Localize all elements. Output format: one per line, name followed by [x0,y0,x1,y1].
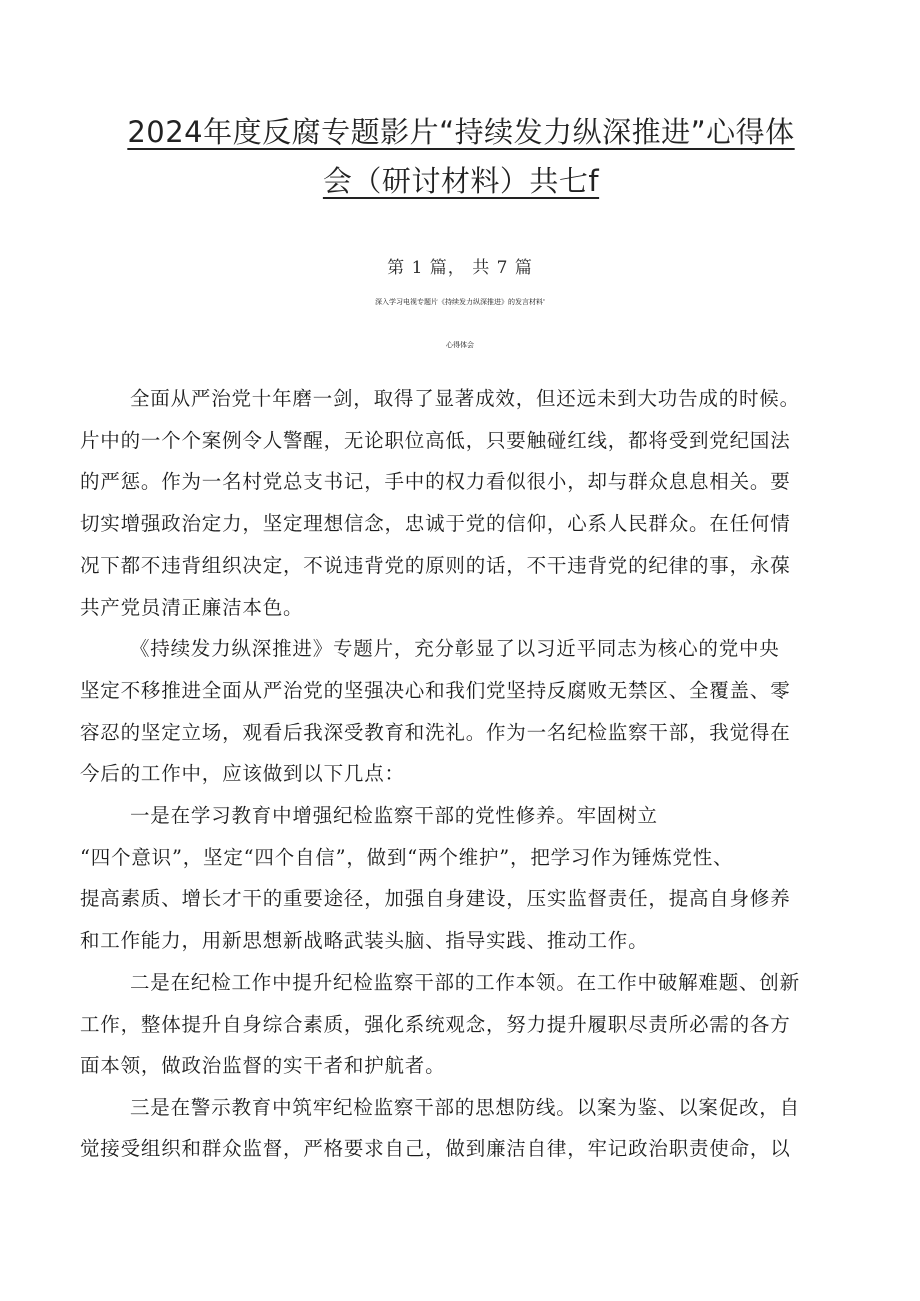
body-line-6: 共产党员清正廉洁本色。 [80,596,304,619]
body-line-11: 一是在学习教育中增强纪检监察干部的党性修养。牢固树立 [130,804,658,827]
body-line-16: 工作，整体提升自身综合素质，强化系统观念，努力提升履职尽责所必需的各方 [80,1013,791,1036]
body-line-1: 全面从严治党十年磨一剑，取得了显著成效，但还远未到大功告成的时候。 [130,387,800,410]
body-line-10: 今后的工作中，应该做到以下几点： [80,762,405,785]
section-title-line-1: 深入学习电视专题片《持续发力纵深推进》的发言材料' [375,298,545,306]
document-title-line-2: 会（研讨材料）共七f [322,164,600,198]
body-line-2: 片中的一个个案例令人警醒，无论职位高低，只要触碰红线，都将受到党纪国法 [80,429,791,452]
body-line-12: “四个意识”，坚定“四个自信”，做到“两个维护”，把学习作为锤炼党性、 [80,846,734,869]
body-line-17: 面本领，做政治监督的实干者和护航者。 [80,1054,446,1077]
body-line-3: 的严惩。作为一名村党总支书记，手中的权力看似很小，却与群众息息相关。要 [80,470,791,493]
body-line-8: 坚定不移推进全面从严治党的坚强决心和我们党坚持反腐败无禁区、全覆盖、零 [80,679,791,702]
body-line-4: 切实增强政治定力，坚定理想信念，忠诚于党的信仰，心系人民群众。在任何情 [80,512,791,535]
body-line-14: 和工作能力，用新思想新战略武装头脑、指导实践、推动工作。 [80,929,649,952]
part-label: 第 1 篇， 共 7 篇 [387,258,533,278]
body-line-19: 觉接受组织和群众监督，严格要求自己，做到廉洁自律，牢记政治职责使命，以 [80,1137,791,1160]
body-line-5: 况下都不违背组织决定，不说违背党的原则的话，不干违背党的纪律的事，永葆 [80,554,791,577]
body-line-18: 三是在警示教育中筑牢纪检监察干部的思想防线。以案为鉴、以案促改，自 [130,1096,800,1119]
body-line-15: 二是在纪检工作中提升纪检监察干部的工作本领。在工作中破解难题、创新 [130,971,800,994]
body-line-9: 容忍的坚定立场，观看后我深受教育和洗礼。作为一名纪检监察干部，我觉得在 [80,721,791,744]
body-line-13: 提高素质、增长才干的重要途径，加强自身建设，压实监督责任，提高自身修养 [80,887,791,910]
section-title-line-2: 心得体会 [446,341,474,349]
body-line-7: 《持续发力纵深推进》专题片，充分彰显了以习近平同志为核心的党中央 [130,637,780,660]
document-title-line-1: 2024年度反腐专题影片“持续发力纵深推进”心得体 [127,115,795,149]
